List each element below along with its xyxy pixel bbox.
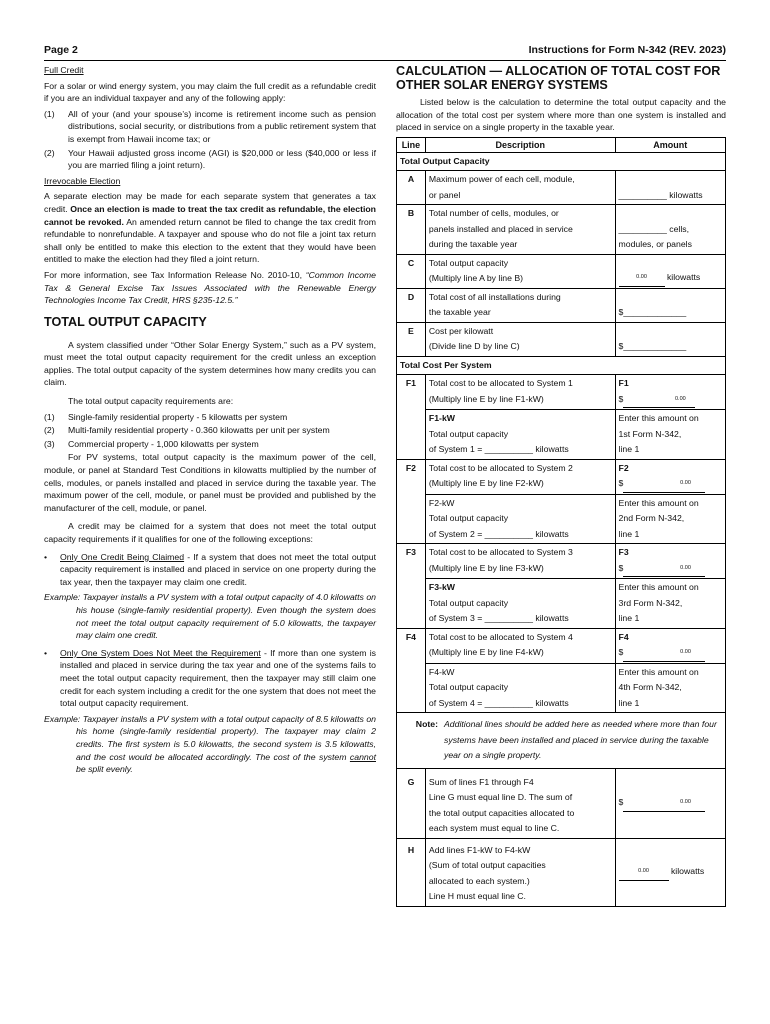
table-row: D Total cost of all installations during the taxable year $_____________ — [397, 288, 726, 322]
toc-paragraph: A system classified under “Other Solar Energy System,” such as a PV system, must meet the total output capacity requirement for the credit unless an exception applies. The total output capacity of the system determines how many credits you can claim. — [44, 339, 376, 388]
toc-item: (3) Commercial property - 1,000 kilowatts per system — [44, 438, 259, 449]
irrevocable-heading: Irrevocable Election — [44, 175, 121, 186]
note-row — [397, 713, 726, 769]
note-label: Note: — [415, 719, 438, 730]
bullet-icon: • — [44, 647, 48, 658]
amount-field[interactable]: $ 0.00 — [615, 768, 725, 838]
left-column — [44, 64, 376, 780]
exception-one-credit: • Only One Credit Being Claimed - If a system that does not meet the total output capacity requirement is installed and placed in service on one property during the tax year, then the taxpayer may claim one credit. — [44, 551, 376, 587]
full-credit-intro: For a solar or wind energy system, you may claim the full credit as a refundable credit if you are an individual taxpayer and any of the following apply: — [44, 80, 376, 104]
calculation-table — [396, 137, 726, 907]
form-title: Instructions for Form N-342 (REV. 2023) — [528, 44, 726, 56]
irrevocable-paragraph: A separate election may be made for each separate system that generates a tax credit. Once an election is made to treat the tax credit as refundable, the election cannot be revoked. An amended return cannot be filed to change the tax credit from refundable to nonrefundable. A taxpayer and spouse who do not file a joint tax return shall only be entitled to make this election to the extent that they would have been entitled to make the election had they filed a joint return. — [44, 191, 376, 265]
table-row: E Cost per kilowatt (Divide line D by line C) $_____________ — [397, 322, 726, 356]
note-text: Additional lines should be added here as needed where more than four systems have been installed and placed in service during the taxable year on a single property. — [444, 719, 717, 761]
page-number: Page 2 — [44, 44, 78, 56]
table-header-row — [397, 137, 726, 152]
system-kw-field[interactable]: of System 1 = __________ kilowatts — [428, 444, 569, 455]
amount-field[interactable]: __________ kilowatts — [615, 171, 725, 205]
column-header-line: Line — [397, 137, 426, 152]
total-output-capacity-heading: TOTAL OUTPUT CAPACITY — [44, 314, 207, 329]
section-row: Total Output Capacity — [397, 152, 726, 171]
table-row: C Total output capacity (Multiply line A by line B) 0.00 kilowatts — [397, 254, 726, 288]
amount-field[interactable]: 0.00 kilowatts — [615, 838, 725, 906]
table-row: G Sum of lines F1 through F4 Line G must equal line D. The sum of the total output capacities allocated to each system must equal to line C. $ 0.00 — [397, 768, 726, 838]
toc-item: (2) Multi-family residential property - 0.360 kilowatts per unit per system — [44, 425, 330, 436]
table-row: F4-kW Total output capacity of System 4 = __________ kilowatts Enter this amount on 4th Form N-342, line 1 — [397, 663, 726, 713]
calculation-heading: CALCULATION — ALLOCATION OF TOTAL COST FOR OTHER SOLAR ENERGY SYSTEMS — [396, 64, 721, 92]
exception-one-system: • Only One System Does Not Meet the Requirement - If more than one system is installed and placed in service during the tax year and one of the systems fails to meet the total output capacity requirement, then the taxpayer may still claim one credit for each system including a credit for the one system that does not meet the total output capacity requirement. — [44, 647, 376, 709]
table-row: F4 Total cost to be allocated to System 4 (Multiply line E by line F4-kW) F4 $ 0.00 — [397, 628, 726, 663]
column-header-amount: Amount — [615, 137, 725, 152]
amount-field[interactable]: F4 $ 0.00 — [615, 628, 725, 663]
bullet-icon: • — [44, 551, 48, 562]
table-row: F2-kW Total output capacity of System 2 = __________ kilowatts Enter this amount on 2nd Form N-342, line 1 — [397, 494, 726, 544]
table-row: F1 Total cost to be allocated to System 1 (Multiply line E by line F1-kW) F1 $ 0.00 — [397, 375, 726, 410]
exceptions-paragraph: A credit may be claimed for a system that does not meet the total output capacity requirements if it qualifies for one of the following exceptions: — [44, 521, 376, 544]
toc-requirements-intro: The total output capacity requirements are: — [68, 396, 234, 407]
amount-field[interactable]: __________ cells, modules, or panels — [615, 205, 725, 255]
toc-item: (1) Single-family residential property - 5 kilowatts per system — [44, 411, 288, 422]
table-row: H Add lines F1-kW to F4-kW (Sum of total output capacities allocated to each system.) Line H must equal line C. 0.00 kilowatts — [397, 838, 726, 906]
table-row: A Maximum power of each cell, module, or panel __________ kilowatts — [397, 171, 726, 205]
full-credit-item: (1) All of your (and your spouse’s) income is retirement income such as pension distributions, social security, or distributions from a public retirement system that is exempt from Hawaii income tax; or — [44, 108, 376, 144]
full-credit-heading: Full Credit — [44, 65, 84, 75]
amount-field[interactable]: 0.00 kilowatts — [615, 254, 725, 288]
amount-field[interactable]: $_____________ — [615, 322, 725, 356]
amount-field[interactable]: F3 $ 0.00 — [615, 544, 725, 579]
system-kw-field[interactable]: of System 4 = __________ kilowatts — [428, 697, 569, 708]
amount-field[interactable]: $_____________ — [615, 288, 725, 322]
full-credit-item: (2) Your Hawaii adjusted gross income (AGI) is $20,000 or less ($40,000 or less if you are married filing a joint return). — [44, 147, 376, 171]
system-kw-field[interactable]: of System 3 = __________ kilowatts — [428, 613, 569, 624]
example-one: Example: Taxpayer installs a PV system with a total output capacity of 4.0 kilowatts on his house (single-family residential property). Even though the system does not meet the total output capacity requirement of 5.0 kilowatts, the taxpayer may claim one credit. — [44, 592, 376, 641]
amount-field[interactable]: F2 $ 0.00 — [615, 459, 725, 494]
table-row: F3 Total cost to be allocated to System 3 (Multiply line E by line F3-kW) F3 $ 0.00 — [397, 544, 726, 579]
table-row: B Total number of cells, modules, or panels installed and placed in service during the taxable year __________ cells, modules, or panels — [397, 205, 726, 255]
pv-systems-paragraph: For PV systems, total output capacity is the maximum power of the cell, module, or panel at Standard Test Conditions in kilowatts multiplied by the number of cells, modules, or panels installed and placed in service during the taxable year. The maximum power of the cell, module, or panel must be provided and published by the manufacturer of the cell, module, or panel. — [44, 452, 376, 513]
example-two: Example: Taxpayer installs a PV system with a total output capacity of 8.5 kilowatts on his home (single-family residential property). The taxpayer may claim 2 credits. The first system is 5.0 kilowatts, the second system is 3.5 kilowatts, and the cost would be allocated accordingly. The cost of the system cannot be split evenly. — [44, 713, 376, 775]
more-info-paragraph: For more information, see Tax Information Release No. 2010-10, “Common Income Tax & General Excise Tax Issues Associated with the Renewable Energy Technologies Income Tax Credit, HRS §235-12.5.” — [44, 269, 376, 306]
system-kw-field[interactable]: of System 2 = __________ kilowatts — [428, 528, 569, 539]
section-row: Total Cost Per System — [397, 356, 726, 375]
calculation-intro: Listed below is the calculation to determine the total output capacity and the allocation of the total cost per system where more than one system is installed and placed in service on a single property in the taxable year. — [396, 97, 726, 133]
table-row: F2 Total cost to be allocated to System 2 (Multiply line E by line F2-kW) F2 $ 0.00 — [397, 459, 726, 494]
right-column — [396, 64, 726, 907]
amount-field[interactable]: F1 $ 0.00 — [615, 375, 725, 410]
table-row: F1-kW Total output capacity of System 1 = __________ kilowatts Enter this amount on 1st Form N-342, line 1 — [397, 410, 726, 460]
table-row: F3-kW Total output capacity of System 3 = __________ kilowatts Enter this amount on 3rd Form N-342, line 1 — [397, 579, 726, 629]
page-header — [44, 44, 726, 61]
column-header-description: Description — [425, 137, 615, 152]
